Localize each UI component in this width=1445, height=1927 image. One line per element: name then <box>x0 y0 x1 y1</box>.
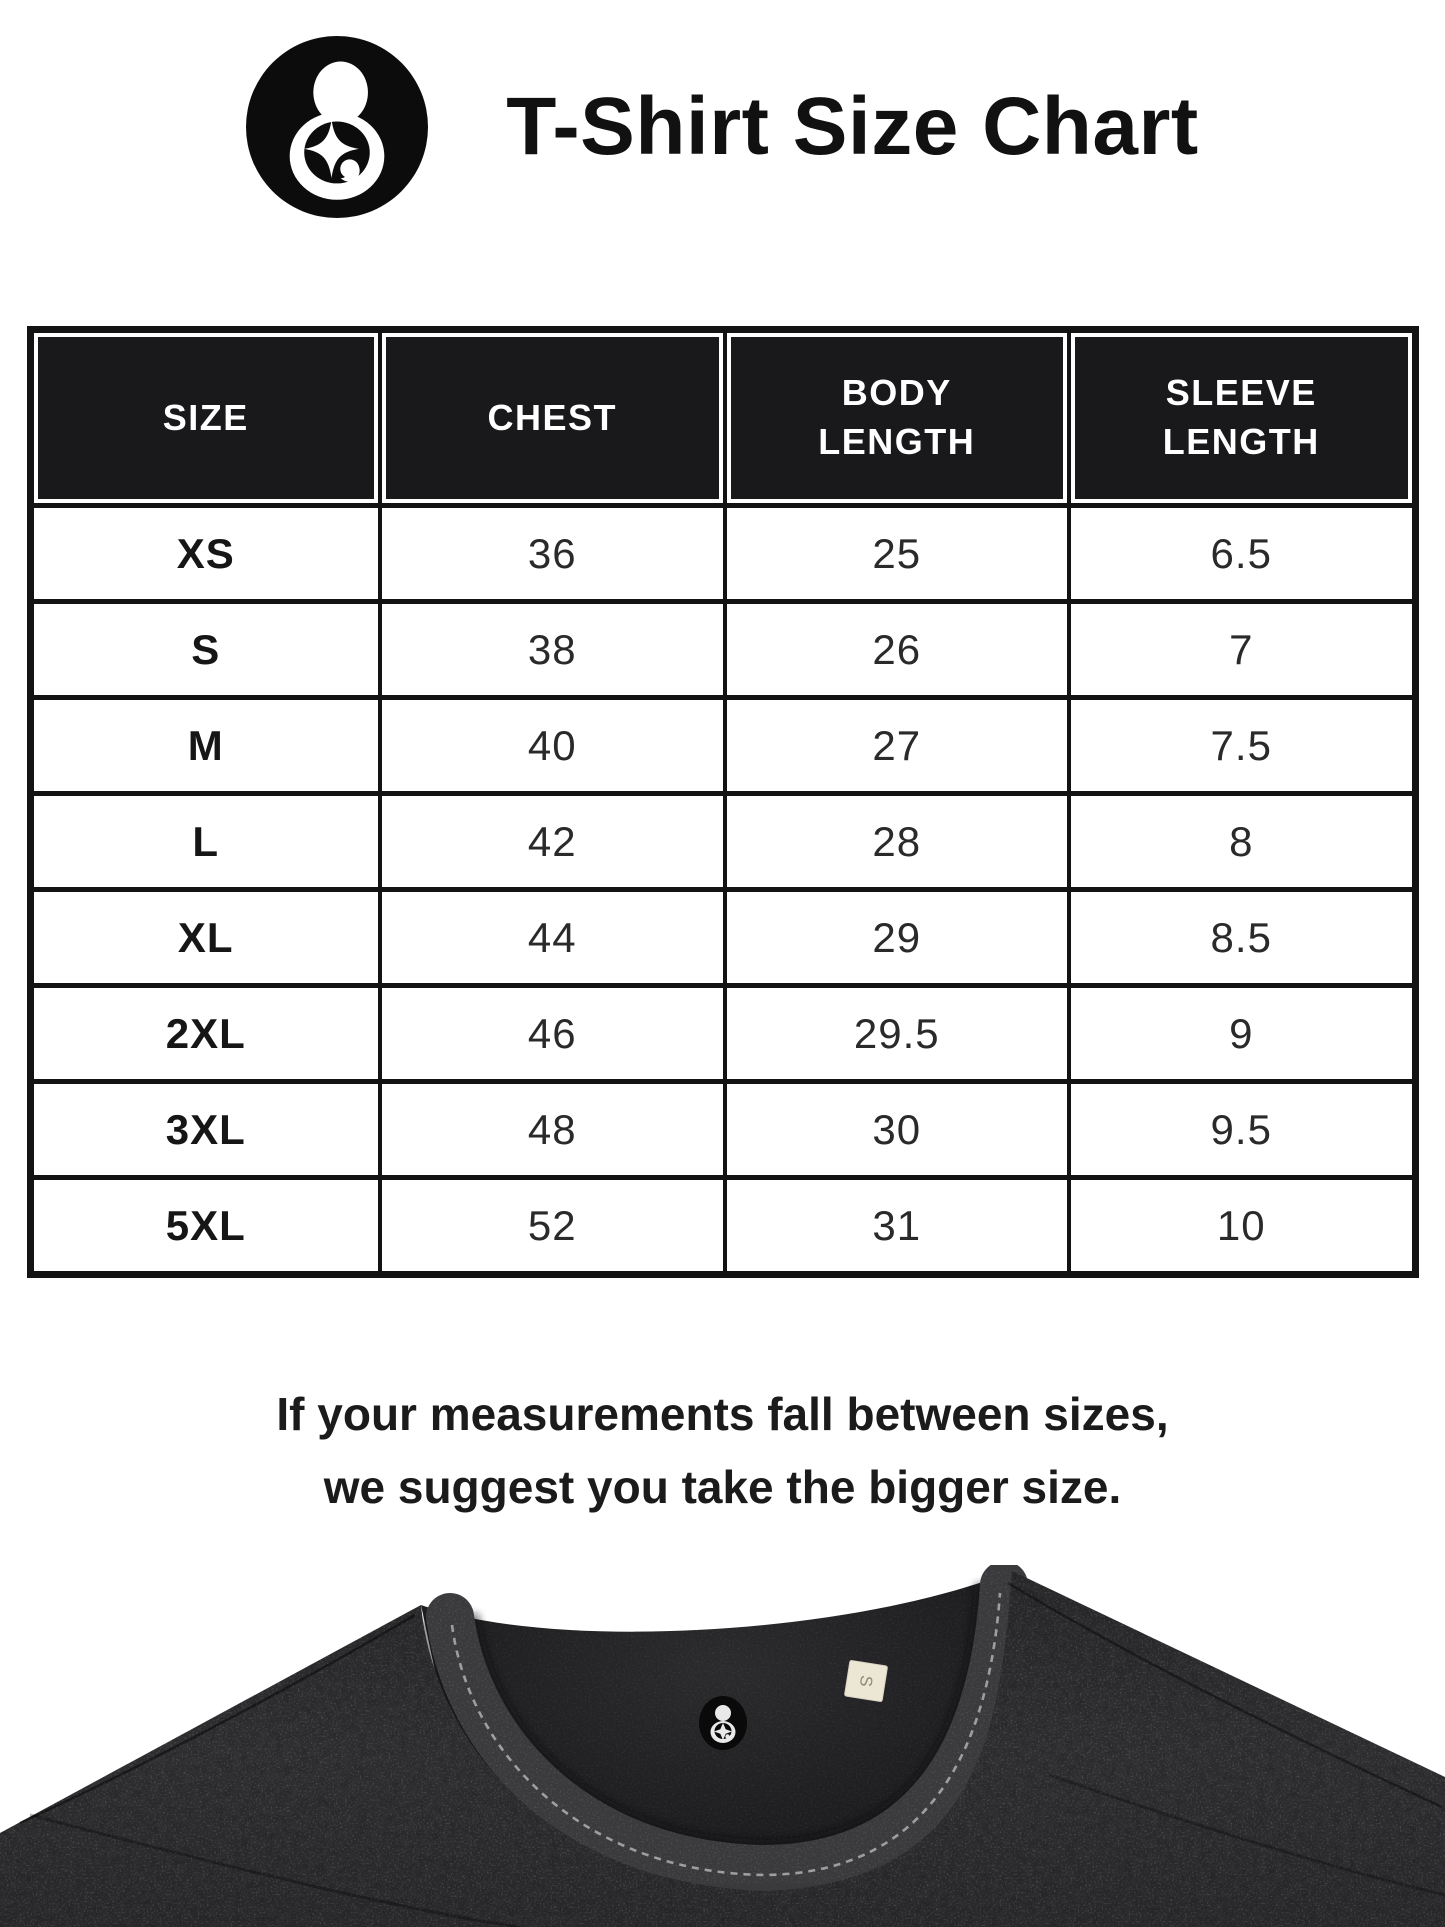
body-length-cell: 30 <box>723 1084 1068 1175</box>
table-row <box>34 1175 1412 1271</box>
body-length-cell: 29.5 <box>723 988 1068 1079</box>
column-header-chest: CHEST <box>386 337 719 499</box>
size-chart-table <box>27 326 1419 1278</box>
neck-size-tag <box>844 1660 887 1702</box>
column-header-size: SIZE <box>38 337 375 499</box>
table-row <box>34 887 1412 983</box>
neck-tag-size-label: S <box>855 1674 877 1688</box>
body-length-cell: 25 <box>723 508 1068 599</box>
table-row <box>34 791 1412 887</box>
chest-cell: 44 <box>378 892 723 983</box>
chest-cell: 40 <box>378 700 723 791</box>
sleeve-length-cell: 7 <box>1067 604 1412 695</box>
table-row <box>34 695 1412 791</box>
sleeve-length-cell: 10 <box>1067 1180 1412 1271</box>
fit-note-line-2: we suggest you take the bigger size. <box>323 1460 1122 1513</box>
table-row <box>34 1079 1412 1175</box>
size-cell: 2XL <box>165 1009 246 1057</box>
body-length-cell: 28 <box>723 796 1068 887</box>
sleeve-length-cell: 6.5 <box>1067 508 1412 599</box>
body-length-cell: 26 <box>723 604 1068 695</box>
body-length-cell: 31 <box>723 1180 1068 1271</box>
size-cell: M <box>187 721 224 769</box>
chest-cell: 42 <box>378 796 723 887</box>
chest-cell: 52 <box>378 1180 723 1271</box>
size-cell: S <box>191 625 221 673</box>
sleeve-length-cell: 9 <box>1067 988 1412 1079</box>
page-title: T-Shirt Size Chart <box>506 81 1199 172</box>
size-cell: 5XL <box>165 1201 246 1249</box>
body-length-cell: 29 <box>723 892 1068 983</box>
size-cell: XL <box>177 913 234 961</box>
body-length-cell: 27 <box>723 700 1068 791</box>
header <box>0 0 1445 218</box>
tshirt-collar-photo <box>0 1565 1445 1927</box>
chest-cell: 36 <box>378 508 723 599</box>
brand-logo-icon <box>246 36 428 218</box>
table-row <box>34 503 1412 599</box>
table-row <box>34 983 1412 1079</box>
fit-note <box>0 1378 1445 1523</box>
chest-cell: 46 <box>378 988 723 1079</box>
column-header-sleeve-length: SLEEVE LENGTH <box>1075 337 1408 499</box>
chest-cell: 38 <box>378 604 723 695</box>
table-row <box>34 599 1412 695</box>
size-cell: 3XL <box>165 1105 246 1153</box>
sleeve-length-cell: 8 <box>1067 796 1412 887</box>
neck-label-logo-icon <box>699 1696 747 1750</box>
chest-cell: 48 <box>378 1084 723 1175</box>
size-cell: XS <box>176 529 235 577</box>
table-header-row <box>34 333 1412 503</box>
size-cell: L <box>192 817 220 865</box>
sleeve-length-cell: 9.5 <box>1067 1084 1412 1175</box>
fit-note-line-1: If your measurements fall between sizes, <box>276 1388 1169 1440</box>
sleeve-length-cell: 8.5 <box>1067 892 1412 983</box>
sleeve-length-cell: 7.5 <box>1067 700 1412 791</box>
column-header-body-length: BODY LENGTH <box>731 337 1064 499</box>
